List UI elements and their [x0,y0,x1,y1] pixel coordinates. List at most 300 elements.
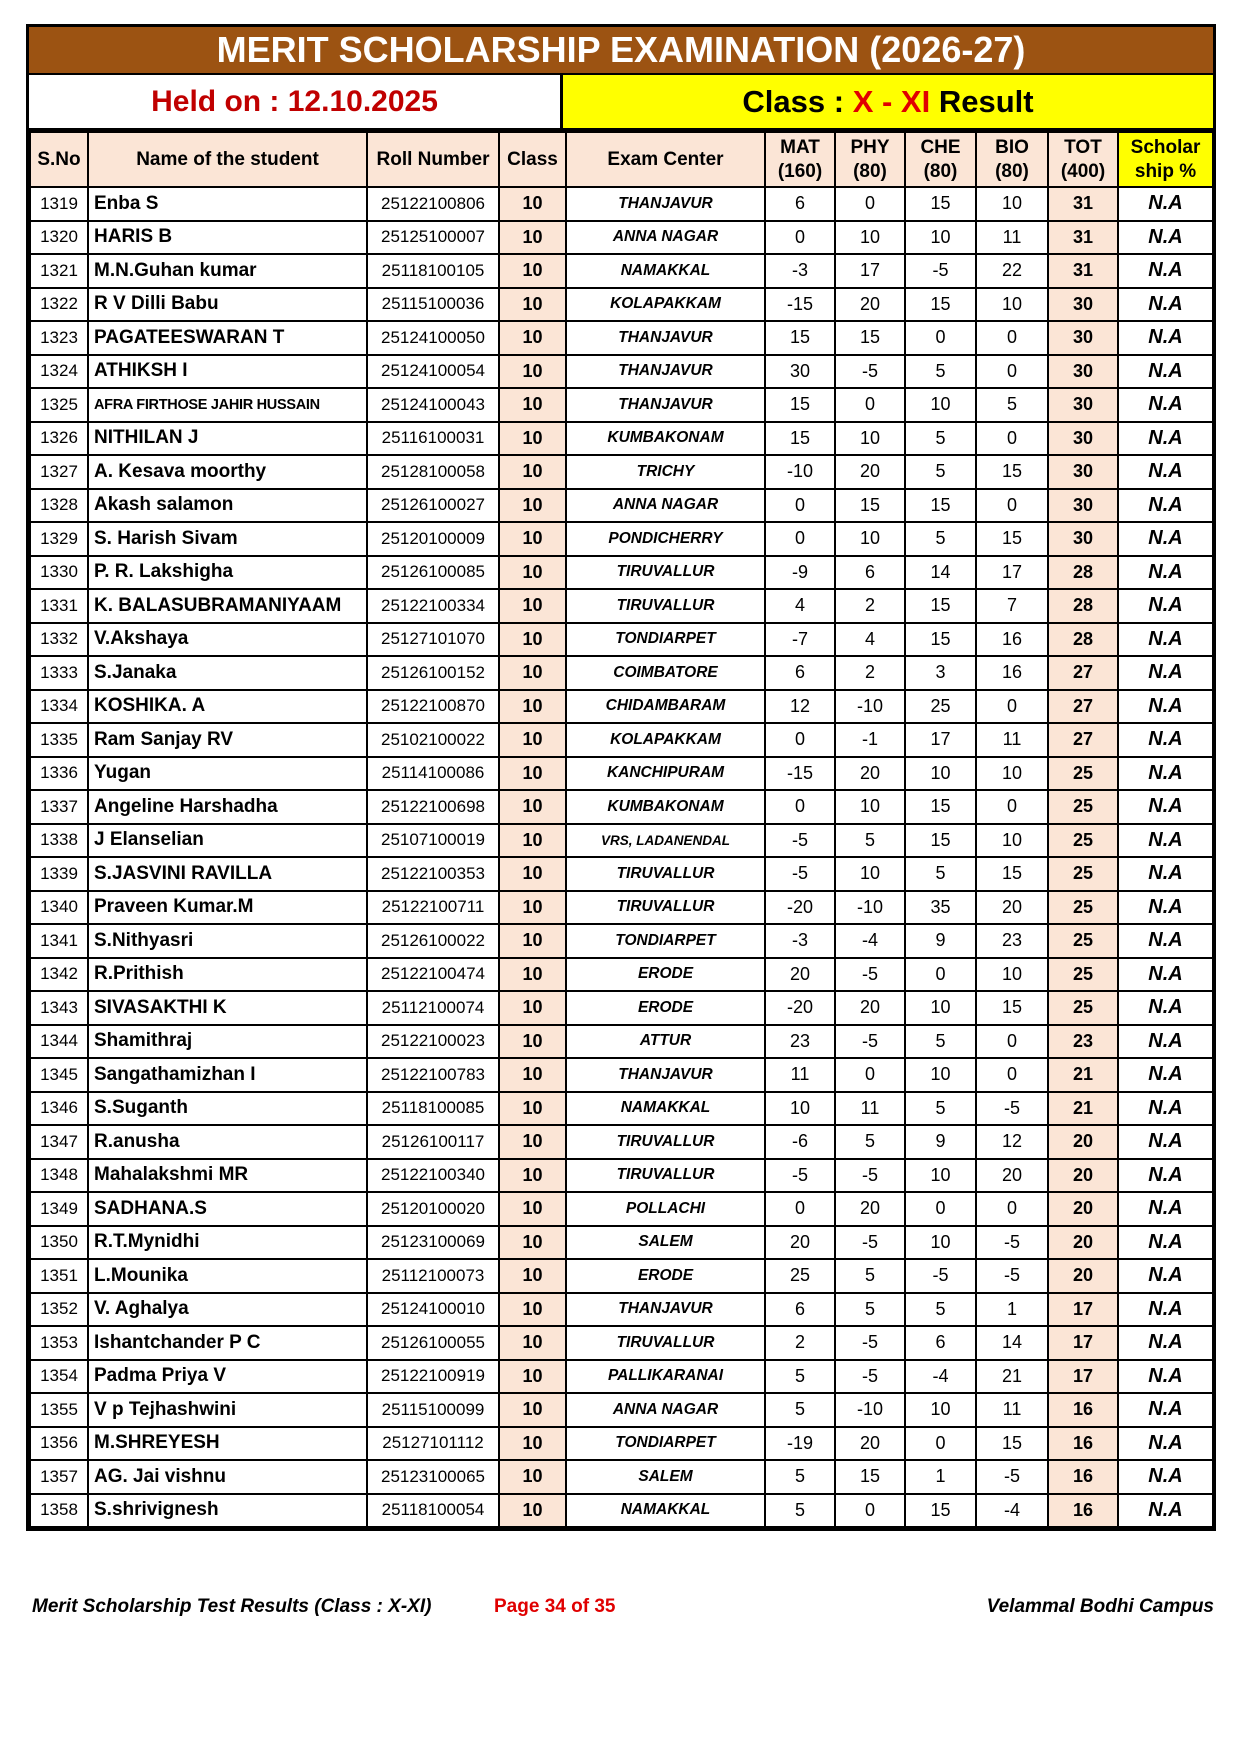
cell-sno: 1328 [30,489,88,523]
table-row [30,857,1213,891]
table-row [30,1092,1213,1126]
cell-sno: 1355 [30,1393,88,1427]
cell-exam-center: POLLACHI [566,1192,765,1226]
table-row [30,958,1213,992]
cell-phy-score: 6 [835,556,905,590]
cell-sno: 1347 [30,1125,88,1159]
cell-roll-number: 25124100043 [367,388,499,422]
cell-class: 10 [499,723,566,757]
cell-tot-score: 23 [1048,1025,1118,1059]
cell-bio-score: 16 [976,623,1048,657]
cell-class: 10 [499,422,566,456]
cell-phy-score: 10 [835,522,905,556]
table-row [30,556,1213,590]
cell-phy-score: 5 [835,824,905,858]
table-row [30,690,1213,724]
cell-scholarship: N.A [1118,1192,1213,1226]
cell-roll-number: 25122100698 [367,790,499,824]
cell-scholarship: N.A [1118,1427,1213,1461]
cell-class: 10 [499,1427,566,1461]
cell-tot-score: 25 [1048,891,1118,925]
col-header-bio: BIO (80) [976,132,1048,187]
cell-phy-score: 2 [835,656,905,690]
cell-che-score: 15 [905,623,976,657]
cell-student-name: K. BALASUBRAMANIYAAM [88,589,367,623]
cell-class: 10 [499,1494,566,1528]
cell-mat-score: 0 [765,489,835,523]
table-row [30,757,1213,791]
table-row [30,1393,1213,1427]
cell-mat-score: 5 [765,1460,835,1494]
cell-roll-number: 25126100117 [367,1125,499,1159]
cell-che-score: 17 [905,723,976,757]
cell-phy-score: 15 [835,321,905,355]
table-row [30,1460,1213,1494]
cell-exam-center: THANJAVUR [566,388,765,422]
cell-mat-score: -5 [765,1159,835,1193]
cell-tot-score: 31 [1048,221,1118,255]
cell-scholarship: N.A [1118,1460,1213,1494]
table-row [30,1025,1213,1059]
cell-scholarship: N.A [1118,1393,1213,1427]
cell-exam-center: PONDICHERRY [566,522,765,556]
table-row [30,1494,1213,1528]
cell-che-score: 10 [905,1058,976,1092]
table-row [30,422,1213,456]
cell-roll-number: 25122100783 [367,1058,499,1092]
cell-che-score: 10 [905,991,976,1025]
cell-sno: 1321 [30,254,88,288]
cell-exam-center: TIRUVALLUR [566,589,765,623]
cell-roll-number: 25122100334 [367,589,499,623]
cell-che-score: 0 [905,1192,976,1226]
cell-scholarship: N.A [1118,1025,1213,1059]
cell-roll-number: 25125100007 [367,221,499,255]
cell-phy-score: 0 [835,1494,905,1528]
table-row [30,321,1213,355]
cell-tot-score: 31 [1048,254,1118,288]
cell-class: 10 [499,556,566,590]
cell-exam-center: NAMAKKAL [566,254,765,288]
cell-bio-score: 21 [976,1360,1048,1394]
cell-mat-score: -6 [765,1125,835,1159]
table-row [30,1259,1213,1293]
cell-student-name: Ram Sanjay RV [88,723,367,757]
cell-exam-center: TIRUVALLUR [566,1326,765,1360]
table-row [30,1192,1213,1226]
cell-roll-number: 25122100870 [367,690,499,724]
cell-sno: 1339 [30,857,88,891]
cell-bio-score: 10 [976,958,1048,992]
cell-student-name: Sangathamizhan I [88,1058,367,1092]
cell-sno: 1330 [30,556,88,590]
cell-phy-score: 15 [835,1460,905,1494]
cell-phy-score: 11 [835,1092,905,1126]
cell-sno: 1327 [30,455,88,489]
col-header-name: Name of the student [88,132,367,187]
cell-bio-score: 10 [976,757,1048,791]
cell-class: 10 [499,757,566,791]
cell-class: 10 [499,1125,566,1159]
cell-tot-score: 16 [1048,1393,1118,1427]
cell-roll-number: 25122100023 [367,1025,499,1059]
cell-bio-score: 15 [976,857,1048,891]
cell-phy-score: -4 [835,924,905,958]
cell-che-score: 6 [905,1326,976,1360]
cell-phy-score: 0 [835,187,905,221]
cell-roll-number: 25122100353 [367,857,499,891]
cell-scholarship: N.A [1118,991,1213,1025]
cell-class: 10 [499,1360,566,1394]
table-row [30,1427,1213,1461]
cell-tot-score: 16 [1048,1427,1118,1461]
cell-tot-score: 25 [1048,824,1118,858]
cell-bio-score: -5 [976,1259,1048,1293]
table-row [30,522,1213,556]
cell-scholarship: N.A [1118,355,1213,389]
cell-exam-center: THANJAVUR [566,355,765,389]
cell-class: 10 [499,857,566,891]
cell-roll-number: 25126100027 [367,489,499,523]
cell-tot-score: 20 [1048,1159,1118,1193]
col-header-center: Exam Center [566,132,765,187]
cell-phy-score: -10 [835,891,905,925]
cell-bio-score: 10 [976,824,1048,858]
cell-roll-number: 25107100019 [367,824,499,858]
table-row [30,187,1213,221]
cell-che-score: -4 [905,1360,976,1394]
cell-sno: 1338 [30,824,88,858]
table-row [30,589,1213,623]
col-header-phy: PHY (80) [835,132,905,187]
cell-tot-score: 21 [1048,1058,1118,1092]
cell-tot-score: 30 [1048,455,1118,489]
cell-sno: 1333 [30,656,88,690]
cell-class: 10 [499,221,566,255]
held-on-date: Held on : 12.10.2025 [29,75,563,128]
cell-bio-score: 14 [976,1326,1048,1360]
cell-roll-number: 25102100022 [367,723,499,757]
cell-exam-center: TIRUVALLUR [566,857,765,891]
cell-sno: 1325 [30,388,88,422]
cell-phy-score: 0 [835,1058,905,1092]
cell-class: 10 [499,824,566,858]
cell-tot-score: 28 [1048,556,1118,590]
cell-sno: 1319 [30,187,88,221]
cell-roll-number: 25126100022 [367,924,499,958]
cell-tot-score: 25 [1048,924,1118,958]
cell-exam-center: TIRUVALLUR [566,1159,765,1193]
cell-student-name: P. R. Lakshigha [88,556,367,590]
cell-scholarship: N.A [1118,1125,1213,1159]
table-row [30,824,1213,858]
cell-bio-score: -5 [976,1460,1048,1494]
cell-student-name: KOSHIKA. A [88,690,367,724]
cell-tot-score: 28 [1048,623,1118,657]
cell-che-score: 5 [905,455,976,489]
cell-mat-score: -20 [765,891,835,925]
results-sheet [26,24,1216,1531]
cell-sno: 1344 [30,1025,88,1059]
cell-sno: 1340 [30,891,88,925]
table-row [30,790,1213,824]
cell-student-name: Enba S [88,187,367,221]
cell-bio-score: 0 [976,1192,1048,1226]
cell-sno: 1335 [30,723,88,757]
cell-phy-score: -5 [835,1159,905,1193]
cell-exam-center: KUMBAKONAM [566,422,765,456]
cell-roll-number: 25118100054 [367,1494,499,1528]
table-row [30,924,1213,958]
cell-che-score: 15 [905,187,976,221]
cell-scholarship: N.A [1118,489,1213,523]
cell-exam-center: TIRUVALLUR [566,891,765,925]
cell-class: 10 [499,388,566,422]
table-row [30,1360,1213,1394]
cell-mat-score: 30 [765,355,835,389]
cell-class: 10 [499,1460,566,1494]
cell-tot-score: 20 [1048,1226,1118,1260]
cell-che-score: 14 [905,556,976,590]
cell-exam-center: KOLAPAKKAM [566,288,765,322]
cell-phy-score: 20 [835,1192,905,1226]
cell-exam-center: CHIDAMBARAM [566,690,765,724]
cell-sno: 1353 [30,1326,88,1360]
cell-sno: 1324 [30,355,88,389]
cell-class: 10 [499,522,566,556]
cell-roll-number: 25124100050 [367,321,499,355]
col-header-sch: Scholar ship % [1118,132,1213,187]
cell-mat-score: 5 [765,1494,835,1528]
cell-exam-center: NAMAKKAL [566,1494,765,1528]
cell-class: 10 [499,1092,566,1126]
cell-che-score: 35 [905,891,976,925]
page-title: MERIT SCHOLARSHIP EXAMINATION (2026-27) [29,27,1213,75]
sub-header [29,75,1213,131]
cell-exam-center: THANJAVUR [566,1058,765,1092]
cell-scholarship: N.A [1118,522,1213,556]
result-label: Result [930,83,1034,119]
cell-scholarship: N.A [1118,1326,1213,1360]
cell-che-score: 0 [905,958,976,992]
cell-student-name: M.SHREYESH [88,1427,367,1461]
cell-exam-center: TRICHY [566,455,765,489]
cell-exam-center: COIMBATORE [566,656,765,690]
cell-roll-number: 25123100069 [367,1226,499,1260]
cell-tot-score: 16 [1048,1494,1118,1528]
cell-student-name: R.anusha [88,1125,367,1159]
cell-exam-center: THANJAVUR [566,321,765,355]
cell-bio-score: 15 [976,1427,1048,1461]
cell-class: 10 [499,1226,566,1260]
cell-mat-score: 20 [765,958,835,992]
cell-bio-score: 15 [976,991,1048,1025]
cell-class: 10 [499,1192,566,1226]
cell-tot-score: 30 [1048,321,1118,355]
cell-mat-score: -3 [765,254,835,288]
cell-scholarship: N.A [1118,556,1213,590]
cell-sno: 1352 [30,1293,88,1327]
cell-sno: 1322 [30,288,88,322]
cell-che-score: 15 [905,589,976,623]
cell-roll-number: 25127101112 [367,1427,499,1461]
cell-scholarship: N.A [1118,824,1213,858]
cell-roll-number: 25122100711 [367,891,499,925]
cell-class: 10 [499,958,566,992]
cell-che-score: 5 [905,355,976,389]
cell-exam-center: KANCHIPURAM [566,757,765,791]
cell-class: 10 [499,1159,566,1193]
cell-student-name: Praveen Kumar.M [88,891,367,925]
cell-roll-number: 25122100806 [367,187,499,221]
cell-roll-number: 25115100036 [367,288,499,322]
cell-phy-score: 5 [835,1293,905,1327]
class-label: Class : [742,83,853,119]
cell-student-name: V. Aghalya [88,1293,367,1327]
class-value: X - XI [852,83,931,119]
cell-class: 10 [499,1293,566,1327]
cell-student-name: R.Prithish [88,958,367,992]
cell-bio-score: 0 [976,422,1048,456]
cell-mat-score: 6 [765,656,835,690]
cell-mat-score: 15 [765,422,835,456]
cell-mat-score: -9 [765,556,835,590]
cell-roll-number: 25123100065 [367,1460,499,1494]
cell-bio-score: -5 [976,1092,1048,1126]
cell-phy-score: -5 [835,1326,905,1360]
cell-student-name: SADHANA.S [88,1192,367,1226]
cell-tot-score: 27 [1048,690,1118,724]
cell-exam-center: TONDIARPET [566,623,765,657]
cell-student-name: A. Kesava moorthy [88,455,367,489]
cell-scholarship: N.A [1118,1360,1213,1394]
cell-tot-score: 17 [1048,1293,1118,1327]
cell-sno: 1326 [30,422,88,456]
table-row [30,355,1213,389]
cell-scholarship: N.A [1118,757,1213,791]
cell-bio-score: 20 [976,891,1048,925]
cell-sno: 1358 [30,1494,88,1528]
col-header-tot: TOT (400) [1048,132,1118,187]
table-row [30,1226,1213,1260]
cell-student-name: S.shrivignesh [88,1494,367,1528]
cell-bio-score: 11 [976,221,1048,255]
cell-scholarship: N.A [1118,1058,1213,1092]
cell-che-score: 15 [905,790,976,824]
cell-student-name: ATHIKSH I [88,355,367,389]
cell-sno: 1334 [30,690,88,724]
cell-che-score: 5 [905,857,976,891]
cell-mat-score: -15 [765,757,835,791]
cell-roll-number: 25128100058 [367,455,499,489]
col-header-cls: Class [499,132,566,187]
cell-roll-number: 25126100055 [367,1326,499,1360]
cell-mat-score: 0 [765,723,835,757]
cell-mat-score: 10 [765,1092,835,1126]
cell-tot-score: 16 [1048,1460,1118,1494]
cell-scholarship: N.A [1118,924,1213,958]
cell-student-name: R.T.Mynidhi [88,1226,367,1260]
cell-student-name: S.Nithyasri [88,924,367,958]
cell-sno: 1351 [30,1259,88,1293]
cell-roll-number: 25114100086 [367,757,499,791]
cell-sno: 1345 [30,1058,88,1092]
cell-class: 10 [499,589,566,623]
cell-tot-score: 30 [1048,489,1118,523]
cell-mat-score: 0 [765,522,835,556]
cell-mat-score: 5 [765,1360,835,1394]
cell-tot-score: 20 [1048,1192,1118,1226]
cell-che-score: 5 [905,1293,976,1327]
cell-class: 10 [499,254,566,288]
cell-exam-center: TONDIARPET [566,924,765,958]
cell-sno: 1329 [30,522,88,556]
cell-che-score: 9 [905,924,976,958]
cell-sno: 1343 [30,991,88,1025]
cell-che-score: 10 [905,1226,976,1260]
cell-scholarship: N.A [1118,1494,1213,1528]
cell-exam-center: ATTUR [566,1025,765,1059]
cell-mat-score: 5 [765,1393,835,1427]
cell-tot-score: 17 [1048,1360,1118,1394]
cell-student-name: Mahalakshmi MR [88,1159,367,1193]
cell-student-name: L.Mounika [88,1259,367,1293]
class-result-banner [563,75,1213,128]
cell-bio-score: 10 [976,288,1048,322]
cell-tot-score: 25 [1048,857,1118,891]
cell-bio-score: 23 [976,924,1048,958]
table-header [30,132,1213,187]
cell-tot-score: 30 [1048,355,1118,389]
cell-che-score: 10 [905,757,976,791]
cell-scholarship: N.A [1118,221,1213,255]
cell-phy-score: 10 [835,221,905,255]
table-row [30,991,1213,1025]
cell-scholarship: N.A [1118,623,1213,657]
cell-roll-number: 25115100099 [367,1393,499,1427]
col-header-mat: MAT (160) [765,132,835,187]
cell-bio-score: 17 [976,556,1048,590]
cell-student-name: S.Suganth [88,1092,367,1126]
cell-tot-score: 28 [1048,589,1118,623]
cell-roll-number: 25118100105 [367,254,499,288]
cell-phy-score: -5 [835,1226,905,1260]
cell-class: 10 [499,1393,566,1427]
footer-campus-name: Velammal Bodhi Campus [986,1596,1214,1617]
cell-student-name: Yugan [88,757,367,791]
cell-scholarship: N.A [1118,958,1213,992]
cell-class: 10 [499,656,566,690]
cell-che-score: 5 [905,522,976,556]
cell-roll-number: 25112100074 [367,991,499,1025]
cell-mat-score: 6 [765,1293,835,1327]
cell-scholarship: N.A [1118,857,1213,891]
cell-mat-score: 11 [765,1058,835,1092]
cell-bio-score: 0 [976,1025,1048,1059]
cell-sno: 1350 [30,1226,88,1260]
col-header-sno: S.No [30,132,88,187]
cell-phy-score: -5 [835,1025,905,1059]
cell-tot-score: 20 [1048,1259,1118,1293]
cell-sno: 1323 [30,321,88,355]
cell-class: 10 [499,924,566,958]
cell-exam-center: THANJAVUR [566,1293,765,1327]
cell-tot-score: 27 [1048,656,1118,690]
cell-phy-score: 5 [835,1259,905,1293]
cell-student-name: NITHILAN J [88,422,367,456]
cell-sno: 1341 [30,924,88,958]
cell-mat-score: -10 [765,455,835,489]
